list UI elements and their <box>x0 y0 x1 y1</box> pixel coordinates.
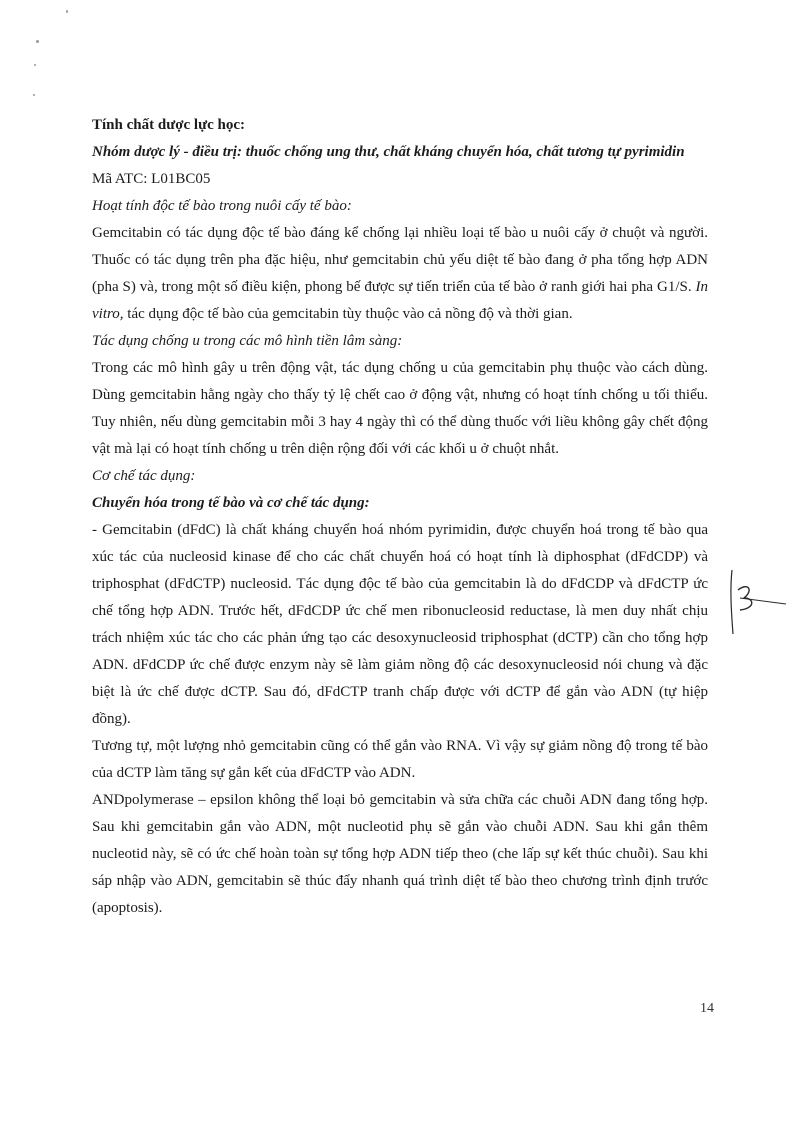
paragraph-cytotoxic-intro: Gemcitabin có tác dụng độc tế bào đáng kể chống lại nhiều loại tế bào u nuôi cấy ở chuột và người. Thuốc có tác dụng trên pha đặc hiệu, như gemcitabin chủ yếu diệt tế bào đang ở pha tổng hợp ADN (pha S) và, trong một số điều kiện, phong bế được sự tiến triển của tế bào ở ranh giới hai pha G1/S. <box>92 225 708 295</box>
subheading-mechanism: Cơ chế tác dụng: <box>92 468 196 484</box>
document-body <box>92 112 708 922</box>
margin-initials-signature <box>724 568 796 640</box>
paragraph-preclinical: Trong các mô hình gây u trên động vật, tác dụng chống u của gemcitabin phụ thuộc vào cách dùng. Dùng gemcitabin hằng ngày cho thấy tỷ lệ chết cao ở động vật, nhưng có hoạt tính chống u tối thiểu. Tuy nhiên, nếu dùng gemcitabin mỗi 3 hay 4 ngày thì có thể dùng thuốc với liều không gây chết động vật mà lại có hoạt tính chống u trên diện rộng đối với các khối u ở chuột nhắt. <box>92 360 708 457</box>
in-vitro-label: In vitro, <box>92 279 708 322</box>
paragraph-cytotoxic-in-vitro: tác dụng độc tế bào của gemcitabin tùy thuộc vào cả nồng độ và thời gian. <box>123 306 573 322</box>
paragraph-metabolism-1: - Gemcitabin (dFdC) là chất kháng chuyển hoá nhóm pyrimidin, được chuyển hoá trong tế bào qua xúc tác của nucleosid kinase để cho các chất chuyển hoá có hoạt tính là diphosphat (dFdCDP) và triphosphat (dFdCTP) nucleosid. Tác dụng độc tế bào của gemcitabin là do dFdCDP và dFdCTP ức chế tổng hợp ADN. Trước hết, dFdCDP ức chế men ribonucleosid reductase, là men duy nhất chịu trách nhiệm xúc tác cho các phản ứng tạo các desoxynucleosid triphosphat (dCTP) cần cho tổng hợp ADN. dFdCDP ức chế được enzym này sẽ làm giảm nồng độ các desoxynucleosid nói chung và đặc biệt là ức chế được dCTP. Sau đó, dFdCTP tranh chấp được với dCTP để gắn vào ADN (tự hiệp đồng). <box>92 522 708 727</box>
atc-code: Mã ATC: L01BC05 <box>92 171 211 187</box>
page-number: 14 <box>700 1001 714 1016</box>
subheading-preclinical-antitumor: Tác dụng chống u trong các mô hình tiền lâm sàng: <box>92 333 403 349</box>
scan-speck <box>66 10 68 13</box>
paragraph-metabolism-3: ANDpolymerase – epsilon không thể loại bỏ gemcitabin và sửa chữa các chuỗi ADN đang tổng hợp. Sau khi gemcitabin gắn vào ADN, một nucleotid phụ sẽ gắn vào chuỗi ADN. Sau khi gắn thêm nucleotid này, sẽ có ức chế hoàn toàn sự tổng hợp ADN tiếp theo (che lấp sự kết thúc chuỗi). Sau khi sáp nhập vào ADN, gemcitabin sẽ thúc đẩy nhanh quá trình diệt tế bào theo chương trình định trước (apoptosis). <box>92 792 708 916</box>
scan-speck <box>33 94 35 96</box>
scan-speck <box>36 40 39 43</box>
pharmacotherapeutic-group: Nhóm dược lý - điều trị: thuốc chống ung thư, chất kháng chuyển hóa, chất tương tự pyrimidin <box>92 144 685 160</box>
paragraph-metabolism-2: Tương tự, một lượng nhỏ gemcitabin cũng có thể gắn vào RNA. Vì vậy sự giảm nồng độ trong tế bào của dCTP làm tăng sự gắn kết của dFdCTP vào ADN. <box>92 738 708 781</box>
subheading-cytotoxic-activity: Hoạt tính độc tế bào trong nuôi cấy tế bào: <box>92 198 352 214</box>
signature-mark <box>724 568 796 640</box>
subheading-cellular-metabolism: Chuyển hóa trong tế bào và cơ chế tác dụng: <box>92 495 370 511</box>
paragraph-cytotoxic <box>92 220 708 328</box>
scan-speck <box>34 64 36 66</box>
section-heading: Tính chất dược lực học: <box>92 117 245 133</box>
